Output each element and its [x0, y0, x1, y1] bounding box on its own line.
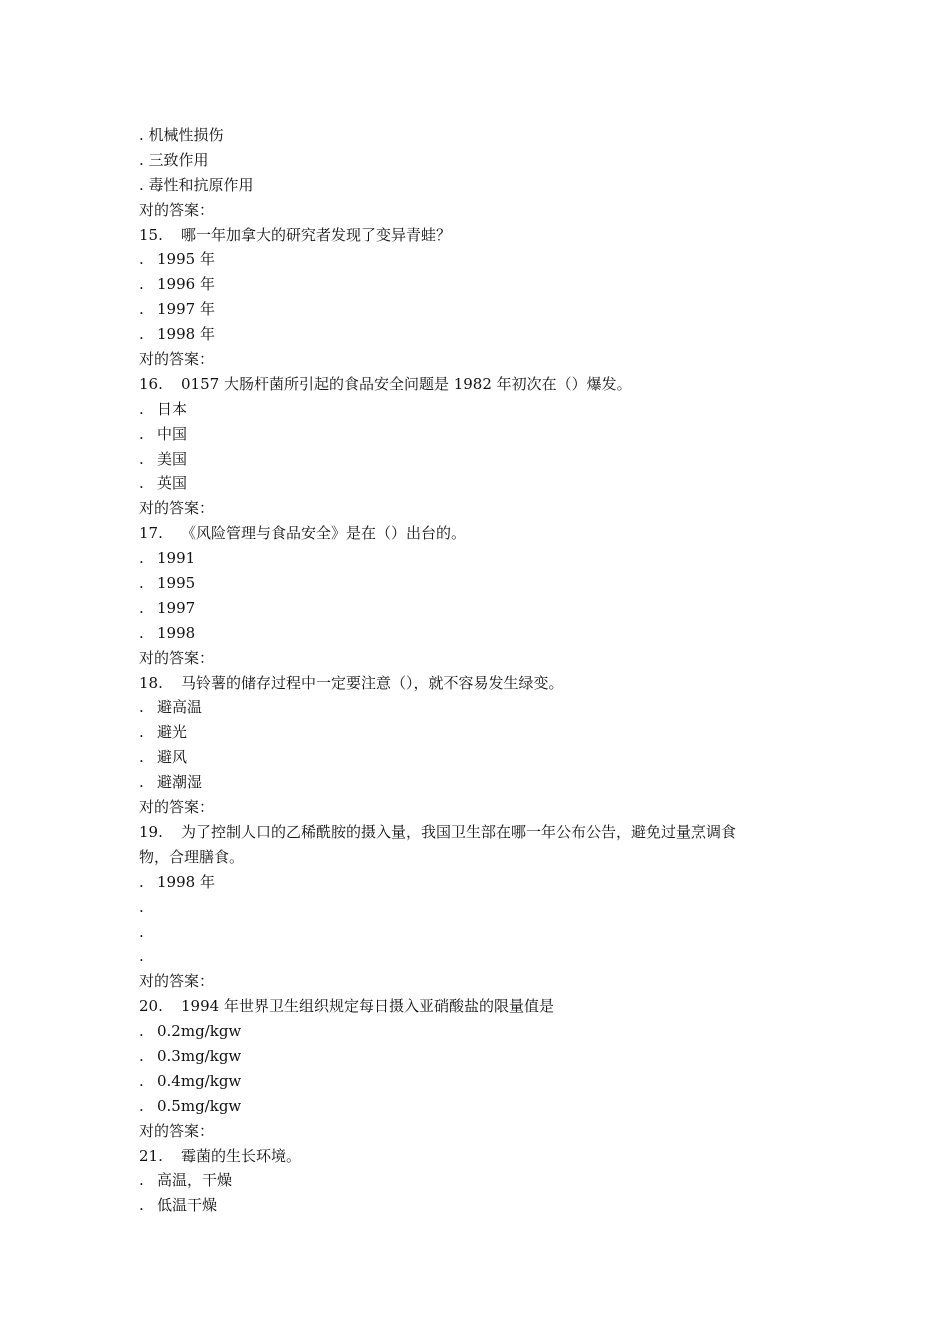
option-line: .	[139, 897, 144, 916]
question-text: 马铃薯的储存过程中一定要注意（），就不容易发生绿变。	[181, 673, 564, 692]
option-text: 1997 年	[157, 300, 215, 319]
option-line: .	[139, 922, 144, 941]
option-line: . 1998	[139, 623, 196, 642]
option-line: . 英国	[139, 474, 188, 493]
question-21	[139, 1144, 819, 1169]
option-line: . 三致作用	[139, 150, 209, 169]
question-number: 16.	[139, 374, 163, 393]
option-text: 日本	[157, 399, 188, 418]
question-number: 17.	[139, 524, 163, 543]
question-number: 15.	[139, 225, 163, 244]
option-text: 1991	[157, 549, 196, 568]
question-text: 1994 年世界卫生组织规定每日摄入亚硝酸盐的限量值是	[181, 997, 554, 1016]
answer-label: 对的答案：	[139, 972, 215, 991]
option-line: .	[139, 947, 144, 966]
option-text: 1998 年	[157, 325, 215, 344]
option-line: . 0.2mg/kgw	[139, 1022, 242, 1041]
option-text: 避高温	[157, 698, 203, 717]
question-number: 20.	[139, 997, 163, 1016]
option-line: . 1996 年	[139, 275, 215, 294]
answer-label: 对的答案：	[139, 1121, 215, 1140]
answer-label: 对的答案：	[139, 648, 215, 667]
option-line: . 1995	[139, 574, 196, 593]
question-19	[139, 820, 819, 845]
option-line: . 高温，干燥	[139, 1171, 233, 1190]
option-text: 1998	[157, 623, 196, 642]
option-line: . 1997 年	[139, 300, 215, 319]
option-text: 中国	[157, 424, 188, 443]
option-line: . 1991	[139, 549, 196, 568]
document-page	[139, 123, 819, 1218]
option-text: 0.4mg/kgw	[157, 1071, 242, 1090]
option-line: . 0.5mg/kgw	[139, 1096, 242, 1115]
question-text-continued: 物，合理膳食。	[139, 847, 245, 866]
option-text: 1998 年	[157, 872, 215, 891]
option-line: . 0.3mg/kgw	[139, 1046, 242, 1065]
option-line: . 避高温	[139, 698, 203, 717]
option-line: . 避光	[139, 723, 188, 742]
question-text: 霉菌的生长环境。	[181, 1146, 302, 1165]
option-line: . 1998 年	[139, 325, 215, 344]
question-18	[139, 671, 819, 696]
question-number: 18.	[139, 673, 163, 692]
option-line: . 1998 年	[139, 872, 215, 891]
option-line: . 避潮湿	[139, 773, 203, 792]
option-line: . 0.4mg/kgw	[139, 1071, 242, 1090]
option-text: 避潮湿	[157, 773, 203, 792]
option-line: . 中国	[139, 424, 188, 443]
option-text: 英国	[157, 474, 188, 493]
option-line: . 1995 年	[139, 250, 215, 269]
question-15	[139, 223, 819, 248]
question-number: 21.	[139, 1146, 163, 1165]
option-line: . 机械性损伤	[139, 126, 224, 144]
option-text: 避风	[157, 748, 188, 767]
answer-label: 对的答案：	[139, 200, 215, 219]
option-text: 0.5mg/kgw	[157, 1096, 242, 1115]
option-text: 1995	[157, 574, 196, 593]
question-text: 哪一年加拿大的研究者发现了变异青蛙？	[181, 225, 452, 244]
option-text: 1997	[157, 598, 196, 617]
answer-label: 对的答案：	[139, 350, 215, 369]
option-text: 1995 年	[157, 250, 215, 269]
option-text: 高温，干燥	[157, 1171, 233, 1190]
option-line: . 1997	[139, 598, 196, 617]
question-16	[139, 372, 819, 397]
option-text: 避光	[157, 723, 188, 742]
question-text: 0157 大肠杆菌所引起的食品安全问题是 1982 年初次在（）爆发。	[181, 374, 632, 393]
question-20	[139, 994, 819, 1019]
question-17	[139, 521, 819, 546]
question-text: 《风险管理与食品安全》是在（）出台的。	[181, 524, 467, 543]
option-line: . 毒性和抗原作用	[139, 175, 254, 194]
option-text: 低温干燥	[157, 1196, 218, 1215]
option-text: 0.2mg/kgw	[157, 1022, 242, 1041]
option-line: . 避风	[139, 748, 188, 767]
question-text: 为了控制人口的乙稀酰胺的摄入量，我国卫生部在哪一年公布公告，避免过量烹调食	[181, 822, 737, 841]
question-number: 19.	[139, 822, 163, 841]
option-line: . 美国	[139, 449, 188, 468]
answer-label: 对的答案：	[139, 499, 215, 518]
option-line: . 低温干燥	[139, 1196, 218, 1215]
option-text: 0.3mg/kgw	[157, 1046, 242, 1065]
answer-label: 对的答案：	[139, 798, 215, 817]
option-text: 美国	[157, 449, 188, 468]
option-line: . 日本	[139, 399, 188, 418]
option-text: 1996 年	[157, 275, 215, 294]
